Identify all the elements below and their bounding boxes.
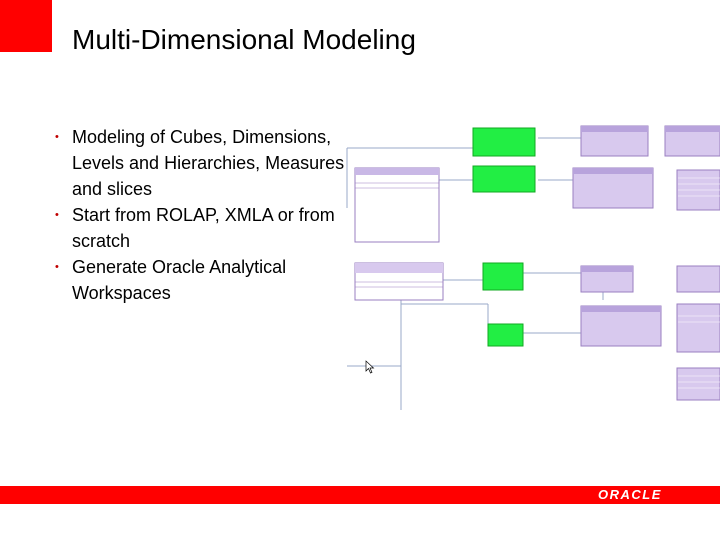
cube-costs: [355, 168, 439, 242]
bullet-text: Modeling of Cubes, Dimensions, Levels and Hierarchies, Measures and slices: [72, 127, 345, 199]
oracle-logo: ORACLE: [598, 487, 662, 502]
bullet-list: [55, 124, 345, 306]
slide-title: Multi-Dimensional Modeling: [72, 24, 416, 55]
purple-dimension-tables: [573, 126, 720, 400]
bullet-icon: •: [55, 131, 59, 143]
bullet-text: Generate Oracle Analytical Workspaces: [72, 257, 287, 303]
bullet-item: [55, 254, 345, 306]
model-diagram-screenshot: [333, 118, 720, 418]
cube-sales: [355, 263, 443, 300]
bullet-item: [55, 124, 345, 202]
red-accent-square: [0, 0, 52, 52]
green-dimension-boxes: [473, 128, 535, 346]
bullet-icon: •: [55, 209, 59, 221]
bullet-icon: •: [55, 261, 59, 273]
bullet-text: Start from ROLAP, XMLA or from scratch: [72, 205, 335, 251]
bullet-item: [55, 202, 345, 254]
mouse-cursor-icon: [366, 361, 374, 373]
